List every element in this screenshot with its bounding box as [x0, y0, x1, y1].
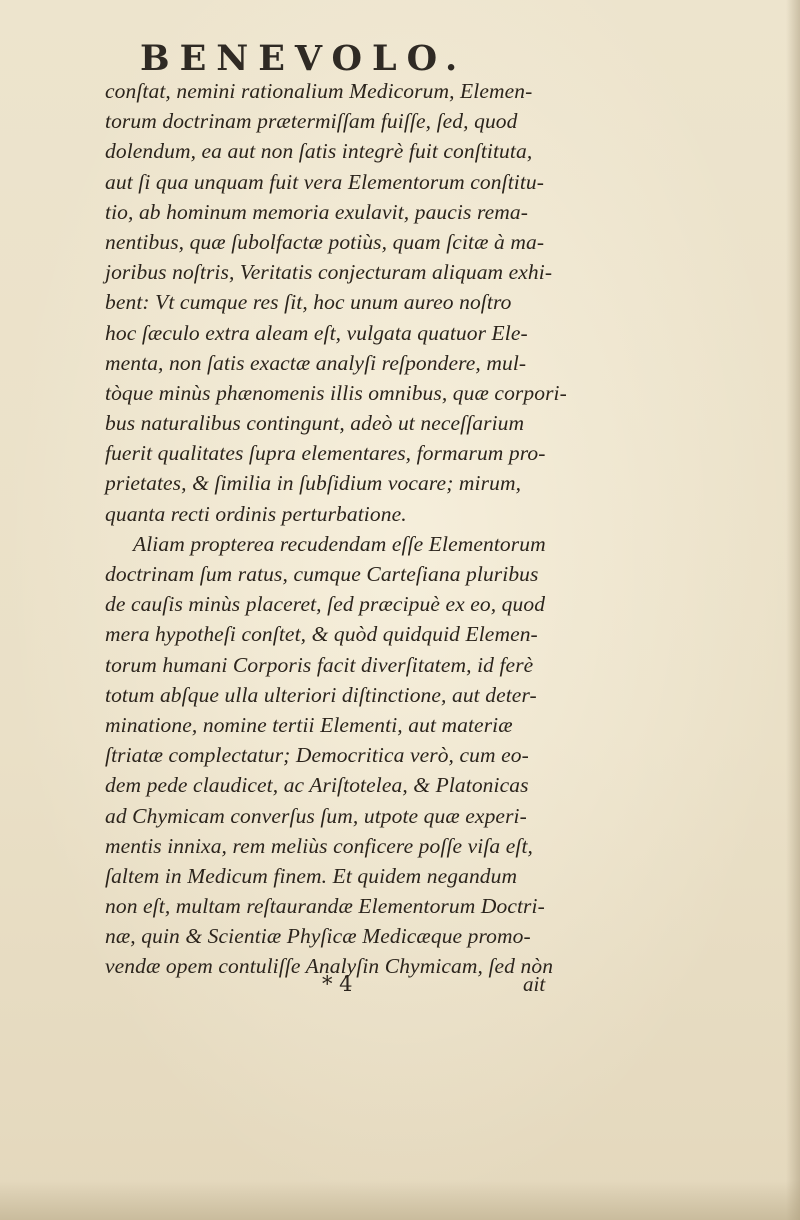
text-line: mentis innixa, rem meliùs conficere poſſe viſa eſt,: [105, 833, 534, 858]
text-line: mera hypotheſi conſtet, & quòd quidquid Elemen-: [105, 622, 538, 647]
catchword: ait: [523, 972, 546, 996]
text-line: totum abſque ulla ulteriori diſtinctione, aut deter-: [105, 682, 537, 707]
text-line: quanta recti ordinis perturbatione.: [105, 501, 407, 526]
text-line: næ, quin & Scientiæ Phyſicæ Medicæque promo-: [105, 924, 531, 949]
text-line: bent: Vt cumque res ſit, hoc unum aureo noſtro: [105, 290, 512, 315]
signature-mark: * 4: [322, 972, 353, 996]
text-line: ſaltem in Medicum finem. Et quidem negandum: [105, 863, 518, 888]
text-line: vendæ opem contuliſſe Analyſin Chymicam, ſed nòn: [105, 954, 554, 979]
text-line: hoc ſæculo extra aleam eſt, vulgata quatuor Ele-: [105, 320, 528, 345]
text-line: joribus noſtris, Veritatis conjecturam aliquam exhi-: [105, 260, 553, 285]
text-line: nentibus, quæ ſubolfactæ potiùs, quam ſcitæ à ma-: [105, 229, 545, 254]
text-line: tio, ab hominum memoria exulavit, paucis rema-: [105, 199, 528, 224]
text-line: torum humani Corporis facit diverſitatem, id ferè: [105, 652, 534, 677]
text-line: tòque minùs phænomenis illis omnibus, quæ corpori-: [105, 380, 567, 405]
text-line: torum doctrinam prætermiſſam fuiſſe, ſed, quod: [105, 109, 518, 134]
text-line: bus naturalibus contingunt, adeò ut neceſſarium: [105, 411, 525, 436]
page-edge-shadow: [786, 0, 800, 1220]
text-line: conſtat, nemini rationalium Medicorum, Elemen-: [105, 79, 533, 103]
running-title: BENEVOLO.: [140, 38, 468, 79]
text-line: de cauſis minùs placeret, ſed præcipuè ex eo, quod: [105, 592, 546, 617]
text-line: fuerit qualitates ſupra elementares, formarum pro-: [105, 441, 546, 466]
text-line: prietates, & ſimilia in ſubſidium vocare; mirum,: [105, 471, 522, 496]
page-footer: [0, 972, 800, 1004]
text-line: ſtriatæ complectatur; Democritica verò, cum eo-: [105, 743, 529, 768]
text-line: minatione, nomine tertii Elementi, aut materiæ: [105, 712, 513, 737]
page-bottom-stain: [0, 1180, 800, 1220]
text-line: dolendum, ea aut non ſatis integrè fuit conſtituta,: [105, 139, 533, 164]
text-line: dem pede claudicet, ac Ariſtotelea, & Platonicas: [105, 773, 529, 798]
text-line: aut ſi qua unquam fuit vera Elementorum conſtitu-: [105, 169, 545, 194]
text-line: ad Chymicam converſus ſum, utpote quæ experi-: [105, 803, 527, 828]
body-text: [105, 76, 580, 982]
text-line: non eſt, multam reſtaurandæ Elementorum Doctri-: [105, 894, 545, 919]
text-line: menta, non ſatis exactæ analyſi reſpondere, mul-: [105, 350, 527, 375]
text-line: doctrinam ſum ratus, cumque Carteſiana pluribus: [105, 562, 539, 586]
paragraph-start-line: Aliam propterea recudendam eſſe Elementorum: [133, 531, 546, 556]
